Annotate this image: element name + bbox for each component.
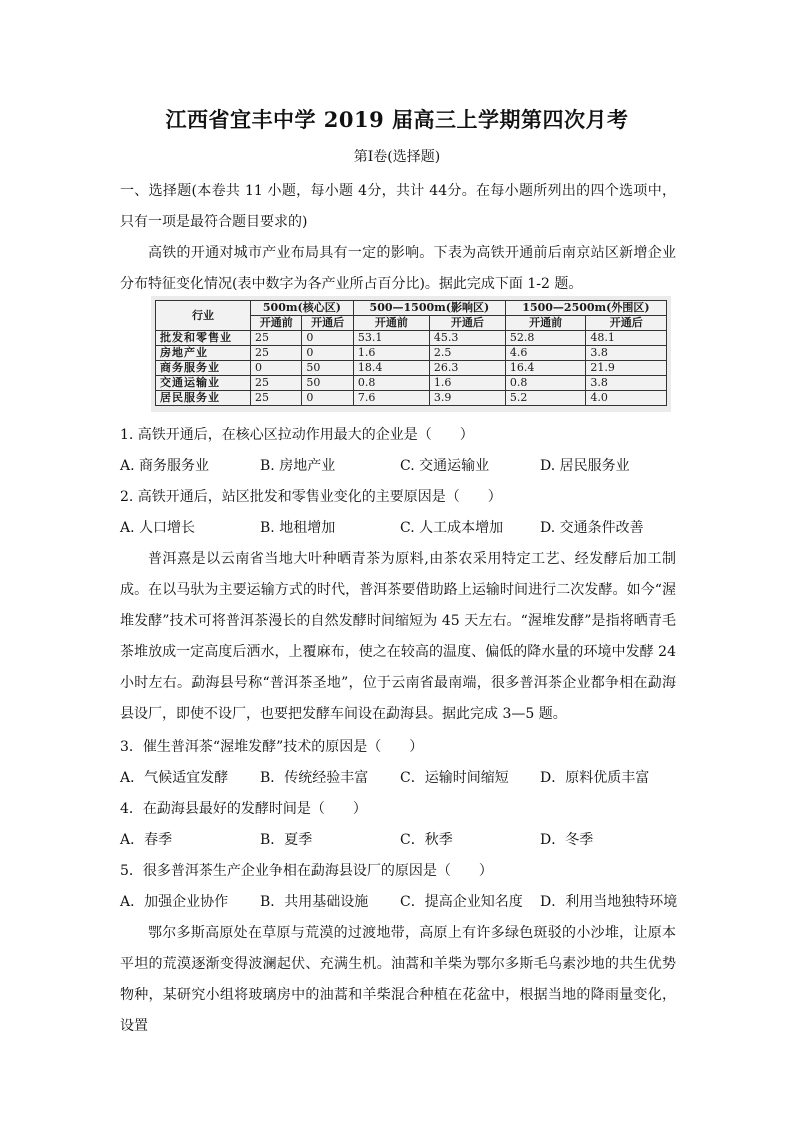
option-c: C．提高企业知名度 (400, 894, 523, 910)
cell: 7.6 (353, 391, 429, 406)
question-4: 4．在勐海县最好的发酵时间是（ ） (120, 801, 367, 817)
question-4-options (120, 830, 680, 850)
option-c: C. 人工成本增加 (400, 520, 504, 536)
instructions: 一、选择题(本卷共 11 小题，每小题 4分，共计 44分。在每小题所列出的四个选项中，只有一项是最符合题目要求的) (120, 183, 676, 230)
zone-core: 500m(核心区) (251, 301, 354, 316)
section-subtitle: 第Ⅰ卷(选择题) (353, 149, 441, 165)
table-row (156, 361, 667, 376)
col-after: 开通后 (586, 316, 667, 331)
row-label: 商务服务业 (156, 361, 251, 376)
cell: 3.8 (586, 346, 667, 361)
table-row (156, 346, 667, 361)
col-after: 开通后 (302, 316, 353, 331)
col-before: 开通前 (353, 316, 429, 331)
zone-influence: 500—1500m(影响区) (353, 301, 505, 316)
option-a: A. 商务服务业 (120, 458, 210, 474)
cell: 0.8 (353, 376, 429, 391)
question-5-options (120, 892, 680, 912)
cell: 2.5 (429, 346, 505, 361)
passage-high-speed-rail: 高铁的开通对城市产业布局具有一定的影响。下表为高铁开通前后南京站区新增企业分布特征变化情况(表中数字为各产业所占百分比)。据此完成下面 1-2 题。 (120, 245, 676, 292)
row-label: 居民服务业 (156, 391, 251, 406)
cell: 3.9 (429, 391, 505, 406)
cell: 0 (251, 361, 302, 376)
option-b: B. 房地产业 (260, 458, 336, 474)
question-3: 3．催生普洱茶“渥堆发酵”技术的原因是（ ） (120, 739, 424, 755)
option-a: A．气候适宜发酵 (120, 770, 229, 786)
row-label: 房地产业 (156, 346, 251, 361)
cell: 5.2 (505, 391, 586, 406)
cell: 0.8 (505, 376, 586, 391)
cell: 4.6 (505, 346, 586, 361)
option-a: A．春季 (120, 832, 173, 848)
cell: 26.3 (429, 361, 505, 376)
cell: 25 (251, 346, 302, 361)
cell: 4.0 (586, 391, 667, 406)
cell: 45.3 (429, 331, 505, 346)
option-b: B．夏季 (260, 832, 313, 848)
question-1-options (120, 456, 680, 476)
cell: 25 (251, 376, 302, 391)
option-a: A．加强企业协作 (120, 894, 229, 910)
passage-puer-tea: 普洱熹是以云南省当地大叶种晒青茶为原料,由茶农采用特定工艺、经发酵后加工制成。在以马驮为主要运输方式的时代，普洱茶要借助路上运输时间进行二次发酵。如今“渥堆发酵”技术可将普洱茶漫长的自然发酵时间缩短为 45 天左右。“渥堆发酵”是指将晒青毛茶堆放成一定高度后洒水，上覆麻布，使之在较高的温度、偏低的降水量的环境中发酵 24 小时左右。勐海县号称“普洱茶圣地”，位于云南省最南端，很多普洱茶企业都争相在勐海县设厂，即使不设厂，也要把发酵车间设在勐海县。据此完成 3—5 题。 (120, 551, 676, 722)
option-d: D. 居民服务业 (540, 458, 630, 474)
cell: 52.8 (505, 331, 586, 346)
option-a: A. 人口增长 (120, 520, 196, 536)
table-row (156, 391, 667, 406)
table-row (156, 376, 667, 391)
cell: 18.4 (353, 361, 429, 376)
cell: 53.1 (353, 331, 429, 346)
page-title: 江西省宜丰中学 2019 届高三上学期第四次月考 (165, 107, 629, 132)
option-b: B．共用基础设施 (260, 894, 369, 910)
cell: 3.8 (586, 376, 667, 391)
cell: 25 (251, 391, 302, 406)
option-d: D. 交通条件改善 (540, 520, 644, 536)
row-label: 批发和零售业 (156, 331, 251, 346)
industry-table-image (151, 296, 671, 412)
table-row (156, 331, 667, 346)
cell: 21.9 (586, 361, 667, 376)
cell: 16.4 (505, 361, 586, 376)
cell: 1.6 (429, 376, 505, 391)
option-c: C．秋季 (400, 832, 453, 848)
cell: 50 (302, 376, 353, 391)
cell: 0 (302, 331, 353, 346)
question-5: 5．很多普洱茶生产企业争相在勐海县设厂的原因是（ ） (120, 863, 493, 879)
header-industry: 行业 (156, 301, 251, 331)
option-c: C．运输时间缩短 (400, 770, 509, 786)
option-b: B. 地租增加 (260, 520, 336, 536)
industry-table (155, 300, 667, 406)
cell: 1.6 (353, 346, 429, 361)
col-after: 开通后 (429, 316, 505, 331)
cell: 0 (302, 391, 353, 406)
question-2: 2. 高铁开通后，站区批发和零售业变化的主要原因是（ ） (120, 489, 502, 505)
cell: 25 (251, 331, 302, 346)
option-c: C. 交通运输业 (400, 458, 490, 474)
question-2-options (120, 518, 680, 538)
cell: 50 (302, 361, 353, 376)
row-label: 交通运输业 (156, 376, 251, 391)
cell: 48.1 (586, 331, 667, 346)
question-3-options (120, 768, 680, 788)
option-d: D．冬季 (540, 832, 594, 848)
col-before: 开通前 (505, 316, 586, 331)
cell: 0 (302, 346, 353, 361)
option-d: D．利用当地独特环境 (540, 894, 678, 910)
zone-outer: 1500—2500m(外围区) (505, 301, 666, 316)
option-d: D．原料优质丰富 (540, 770, 650, 786)
question-1: 1. 高铁开通后，在核心区拉动作用最大的企业是（ ） (120, 427, 474, 443)
passage-ordos-plateau: 鄂尔多斯高原处在草原与荒漠的过渡地带，高原上有许多绿色斑驳的小沙堆，让原本平坦的荒漠逐渐变得波澜起伏、充满生机。油蒿和羊柴为鄂尔多斯毛乌素沙地的共生优势物种，某研究小组将玻璃房中的油蒿和羊柴混合种植在花盆中，根据当地的降雨量变化，设置 (120, 925, 676, 1034)
option-b: B．传统经验丰富 (260, 770, 369, 786)
col-before: 开通前 (251, 316, 302, 331)
